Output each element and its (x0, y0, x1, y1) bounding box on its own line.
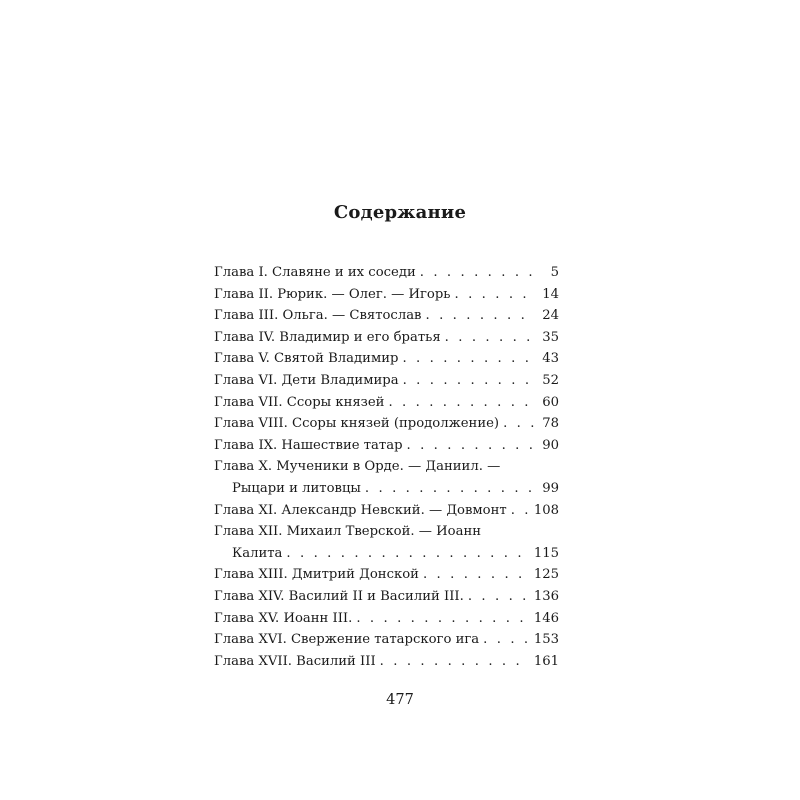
dot-leader (388, 392, 535, 414)
toc-entry (214, 284, 559, 306)
dot-leader (402, 348, 535, 370)
toc-entry (214, 392, 559, 414)
dot-leader (423, 564, 530, 586)
dot-leader (511, 500, 530, 522)
page-title: Содержание (333, 202, 467, 223)
toc-entry-page: 35 (542, 329, 559, 345)
toc-entry-first-line: Глава XII. Михаил Тверской. — Иоанн (214, 524, 482, 540)
dot-leader (403, 370, 535, 392)
toc-entry (214, 629, 559, 651)
toc-entry-label: Глава IX. Нашествие татар (214, 437, 403, 453)
dot-leader (407, 435, 535, 457)
toc-entry-label: Глава XIV. Василий II и Василий III. (214, 588, 464, 604)
toc-entry (214, 413, 559, 435)
dot-leader (483, 629, 530, 651)
toc-entry-page: 108 (533, 502, 559, 518)
toc-entry-label: Глава I. Славяне и их соседи (214, 265, 416, 280)
toc-entry-label: Глава XV. Иоанн III. (214, 610, 353, 626)
dot-leader (425, 305, 535, 327)
toc-entry-page: 43 (542, 351, 559, 367)
toc-entry-page: 115 (533, 545, 559, 561)
table-of-contents (214, 262, 559, 672)
toc-entry-page: 24 (542, 308, 559, 324)
toc-entry-page: 125 (533, 567, 559, 583)
dot-leader (468, 586, 530, 608)
toc-entry (214, 586, 559, 608)
dot-leader (365, 478, 535, 500)
dot-leader (503, 413, 535, 435)
dot-leader (286, 543, 529, 565)
toc-entry (214, 608, 559, 630)
toc-entry-page: 146 (533, 610, 559, 626)
toc-entry (214, 543, 559, 565)
toc-entry-label: Глава II. Рюрик. — Олег. — Игорь (214, 286, 451, 302)
toc-entry-page: 5 (550, 265, 559, 280)
toc-entry-label: Глава VII. Ссоры князей (214, 394, 385, 410)
toc-entry-label: Глава V. Святой Владимир (214, 351, 399, 367)
toc-entry (214, 262, 559, 284)
page-number: 477 (386, 692, 414, 708)
toc-entry-label: Глава XVI. Свержение татарского ига (214, 632, 480, 648)
toc-entry-label: Калита (232, 545, 283, 561)
toc-entry (214, 305, 559, 327)
toc-entry-page: 153 (533, 632, 559, 648)
toc-entry-page: 136 (533, 588, 559, 604)
toc-entry (214, 564, 559, 586)
toc-entry-page: 60 (542, 394, 559, 410)
toc-entry (214, 348, 559, 370)
toc-entry-label: Глава VIII. Ссоры князей (продолжение) (214, 416, 500, 432)
toc-entry-label: Глава XIII. Дмитрий Донской (214, 567, 419, 583)
toc-entry (214, 478, 559, 500)
toc-entry (214, 370, 559, 392)
toc-entry-label: Рыцари и литовцы (232, 480, 361, 496)
dot-leader (454, 284, 535, 306)
toc-entry (214, 435, 559, 457)
toc-entry-page: 161 (533, 653, 559, 669)
toc-entry-label: Глава VI. Дети Владимира (214, 372, 399, 388)
toc-entry (214, 651, 559, 673)
toc-entry-first-line: Глава X. Мученики в Орде. — Даниил. — (214, 459, 501, 475)
toc-entry-label: Глава III. Ольга. — Святослав (214, 308, 422, 324)
toc-entry-page: 78 (542, 416, 559, 432)
toc-entry-page: 14 (542, 286, 559, 302)
dot-leader (420, 262, 535, 284)
dot-leader (445, 327, 535, 349)
dot-leader (356, 608, 529, 630)
toc-entry-page: 99 (542, 480, 559, 496)
toc-entry-label: Глава IV. Владимир и его братья (214, 329, 441, 345)
toc-entry (214, 500, 559, 522)
toc-entry-page: 90 (542, 437, 559, 453)
toc-entry-label: Глава XVII. Василий III (214, 653, 376, 669)
toc-entry (214, 327, 559, 349)
dot-leader (380, 651, 530, 673)
toc-entry-page: 52 (542, 372, 559, 388)
toc-entry-label: Глава XI. Александр Невский. — Довмонт (214, 502, 507, 518)
